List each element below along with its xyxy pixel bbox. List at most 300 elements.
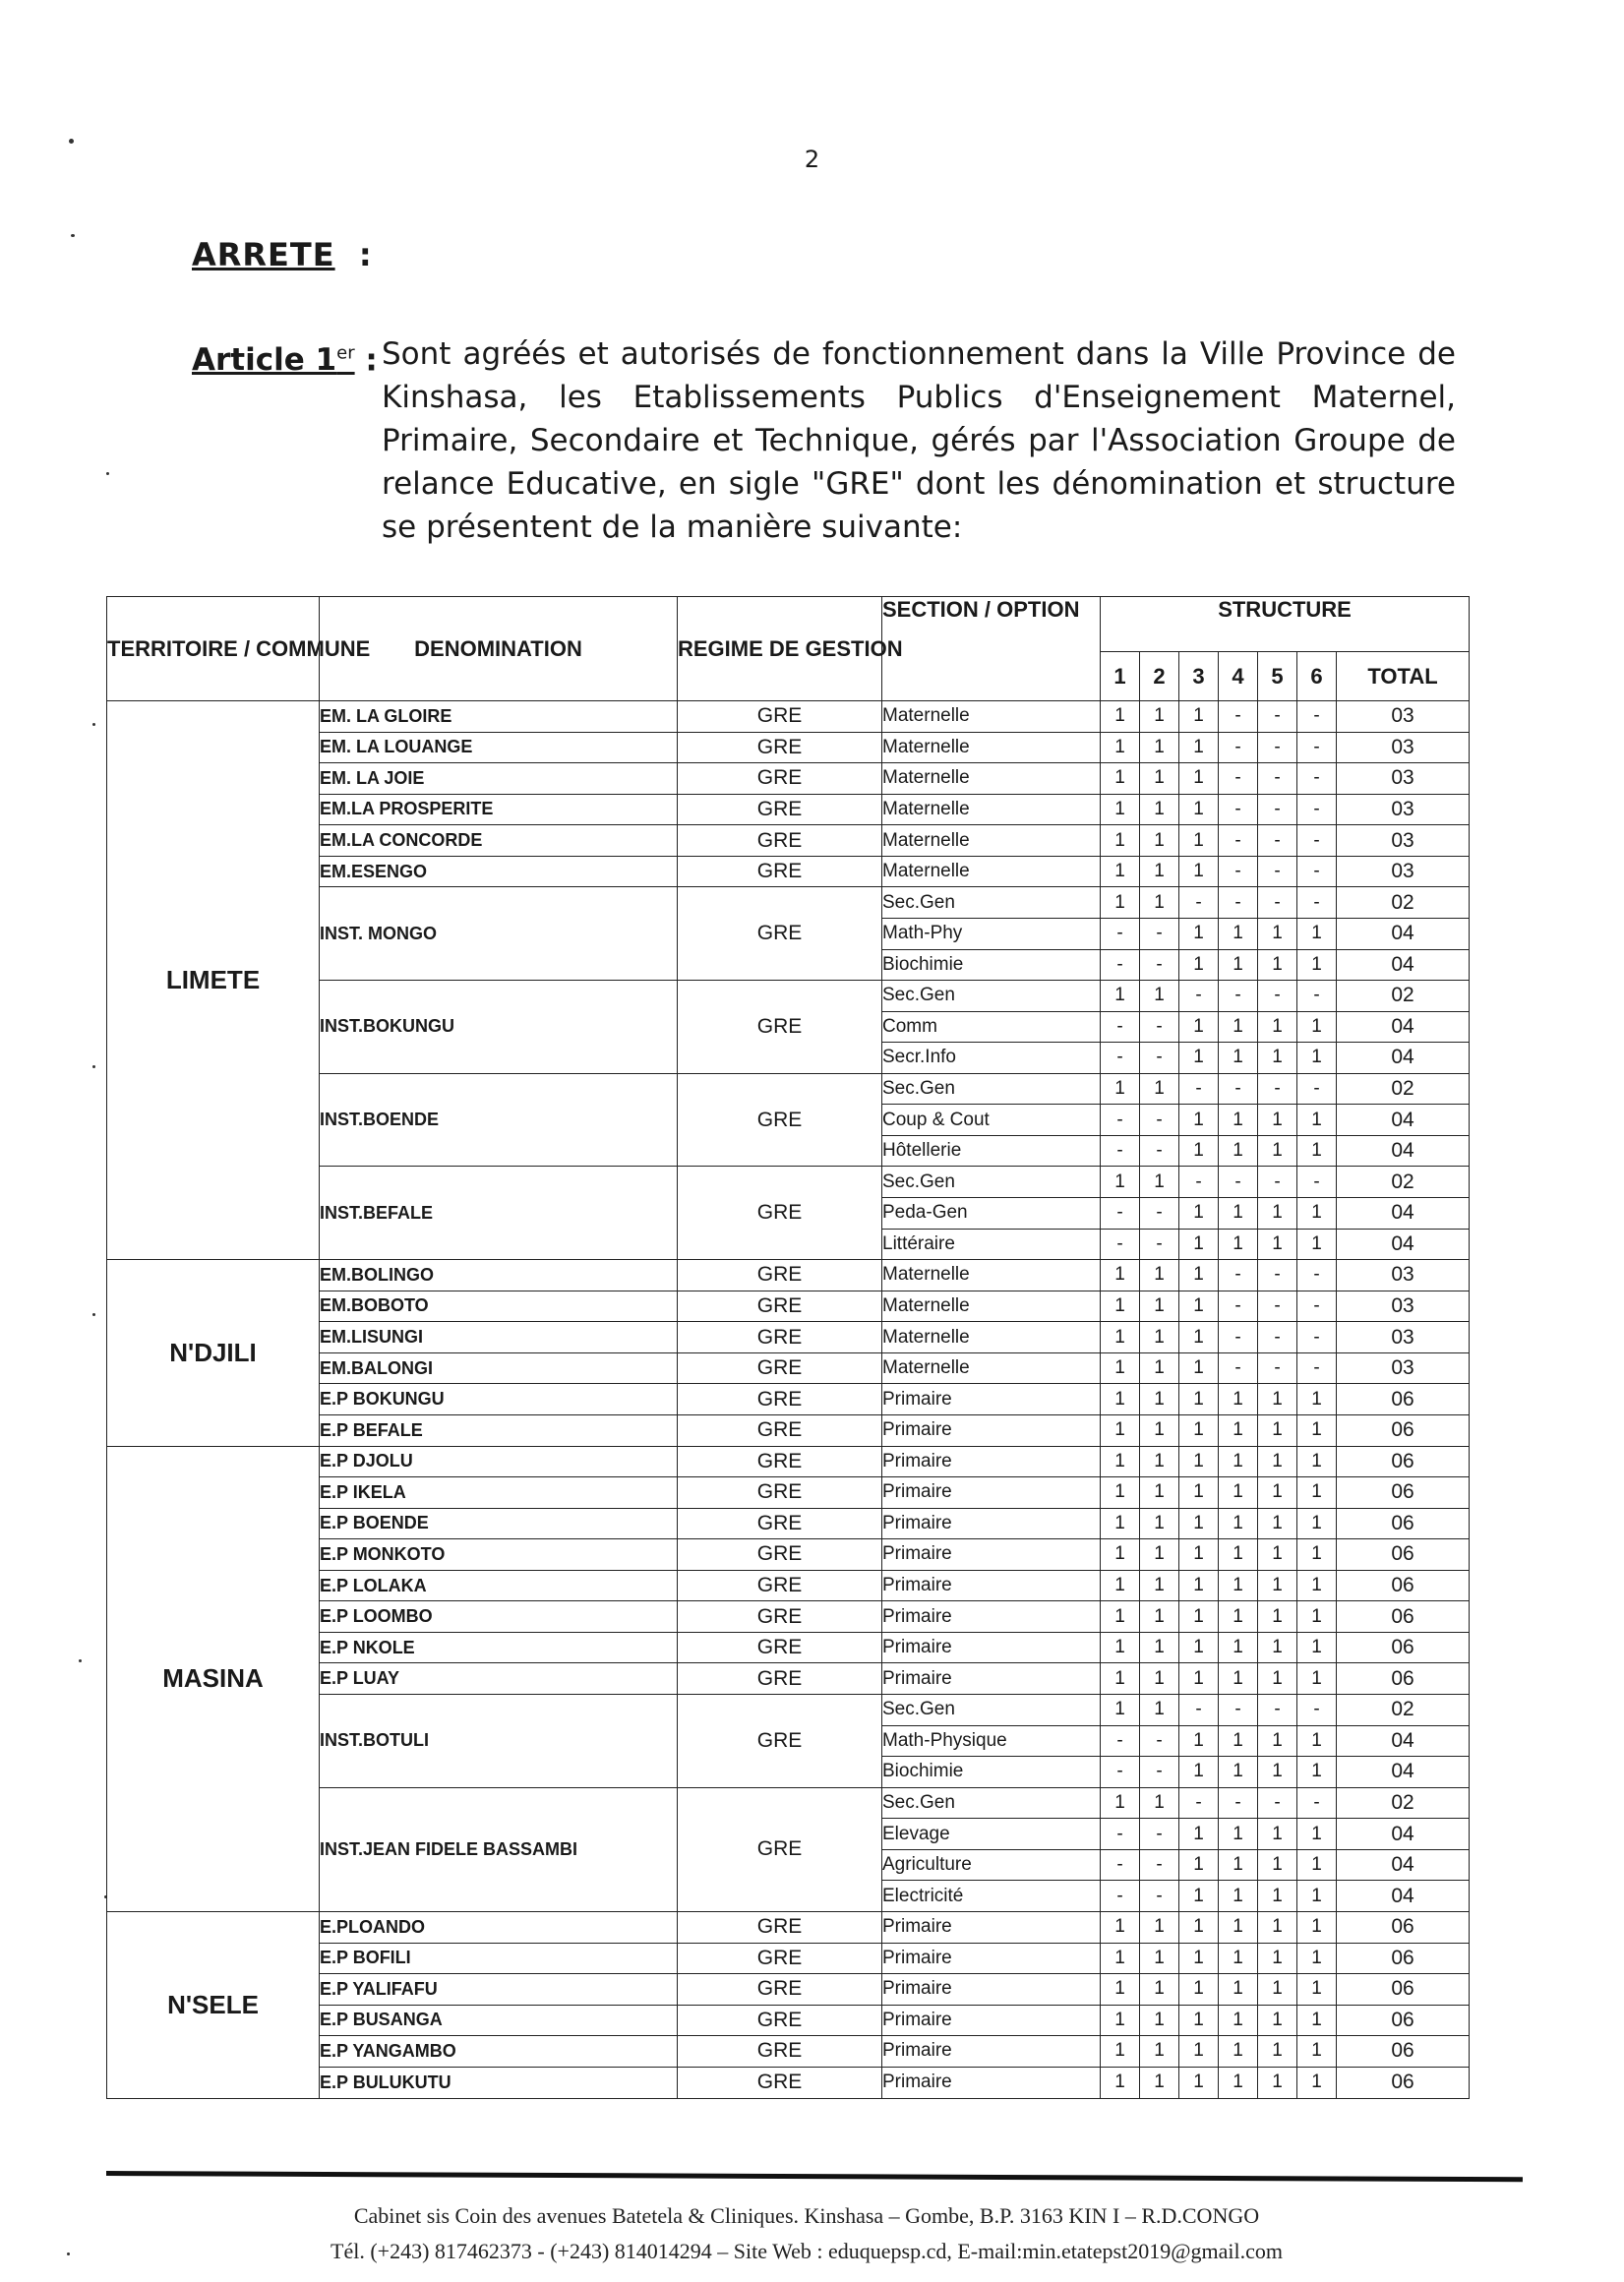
school-name: E.PLOANDO	[320, 1911, 678, 1943]
section-option: Primaire	[882, 2036, 1101, 2068]
school-regime: GRE	[678, 1974, 882, 2006]
year-1-value: 1	[1101, 794, 1140, 825]
year-4-value: 1	[1219, 1446, 1258, 1477]
section-total: 03	[1337, 1322, 1470, 1353]
year-4-value: 1	[1219, 1849, 1258, 1881]
section-option: Secr.Info	[882, 1043, 1101, 1074]
year-5-value: 1	[1258, 2067, 1297, 2098]
school-name: E.P YALIFAFU	[320, 1974, 678, 2006]
year-5-value: 1	[1258, 2036, 1297, 2068]
year-4-value: -	[1219, 1352, 1258, 1384]
header-year-6: 6	[1297, 652, 1337, 701]
school-name: E.P MONKOTO	[320, 1539, 678, 1571]
year-1-value: 1	[1101, 1260, 1140, 1291]
school-name: EM.BOBOTO	[320, 1291, 678, 1322]
table-row	[107, 1911, 1470, 1943]
year-1-value: -	[1101, 918, 1140, 949]
year-6-value: 1	[1297, 2005, 1337, 2036]
year-3-value: 1	[1179, 1105, 1219, 1136]
year-4-value: 1	[1219, 1911, 1258, 1943]
section-total: 06	[1337, 1508, 1470, 1539]
arrete-title: ARRETE	[192, 236, 335, 273]
header-year-4: 4	[1219, 652, 1258, 701]
year-4-value: 1	[1219, 1198, 1258, 1230]
year-4-value: -	[1219, 701, 1258, 733]
year-5-value: 1	[1258, 1384, 1297, 1415]
section-total: 04	[1337, 1757, 1470, 1788]
year-3-value: 1	[1179, 732, 1219, 763]
year-4-value: 1	[1219, 1570, 1258, 1601]
year-6-value: -	[1297, 856, 1337, 887]
year-2-value: 1	[1140, 794, 1179, 825]
table-row	[107, 1446, 1470, 1477]
article-label-text: Article 1	[192, 342, 337, 379]
year-5-value: 1	[1258, 1943, 1297, 1974]
section-total: 03	[1337, 825, 1470, 857]
year-6-value: 1	[1297, 1601, 1337, 1633]
school-regime: GRE	[678, 1695, 882, 1788]
section-total: 04	[1337, 1011, 1470, 1043]
year-3-value: 1	[1179, 1974, 1219, 2006]
year-2-value: 1	[1140, 1695, 1179, 1726]
year-3-value: 1	[1179, 1881, 1219, 1912]
section-total: 06	[1337, 1477, 1470, 1509]
section-option: Maternelle	[882, 794, 1101, 825]
year-4-value: -	[1219, 794, 1258, 825]
section-option: Sec.Gen	[882, 1787, 1101, 1819]
school-name: E.P LOLAKA	[320, 1570, 678, 1601]
header-territoire: TERRITOIRE / COMMUNE	[107, 597, 320, 701]
year-4-value: -	[1219, 981, 1258, 1012]
year-2-value: -	[1140, 918, 1179, 949]
scan-speck	[92, 1313, 95, 1316]
year-6-value: -	[1297, 981, 1337, 1012]
section-option: Primaire	[882, 1539, 1101, 1571]
year-2-value: 1	[1140, 732, 1179, 763]
section-option: Maternelle	[882, 1260, 1101, 1291]
section-option: Primaire	[882, 1943, 1101, 1974]
year-3-value: 1	[1179, 2067, 1219, 2098]
section-option: Maternelle	[882, 856, 1101, 887]
header-regime: REGIME DE GESTION	[678, 597, 882, 701]
year-4-value: 1	[1219, 1414, 1258, 1446]
year-4-value: 1	[1219, 2067, 1258, 2098]
section-total: 04	[1337, 1043, 1470, 1074]
year-1-value: 1	[1101, 1167, 1140, 1198]
year-2-value: 1	[1140, 1787, 1179, 1819]
year-1-value: -	[1101, 1198, 1140, 1230]
year-2-value: 1	[1140, 701, 1179, 733]
year-2-value: 1	[1140, 1943, 1179, 1974]
year-4-value: -	[1219, 1073, 1258, 1105]
section-option: Primaire	[882, 1663, 1101, 1695]
year-5-value: 1	[1258, 1539, 1297, 1571]
year-4-value: -	[1219, 1695, 1258, 1726]
section-total: 04	[1337, 1198, 1470, 1230]
year-5-value: -	[1258, 763, 1297, 795]
year-4-value: 1	[1219, 1663, 1258, 1695]
year-3-value: 1	[1179, 1446, 1219, 1477]
year-3-value: 1	[1179, 794, 1219, 825]
year-3-value: 1	[1179, 2036, 1219, 2068]
section-option: Comm	[882, 1011, 1101, 1043]
year-1-value: 1	[1101, 1632, 1140, 1663]
section-total: 02	[1337, 1787, 1470, 1819]
school-regime: GRE	[678, 1260, 882, 1291]
section-total: 04	[1337, 918, 1470, 949]
section-option: Biochimie	[882, 1757, 1101, 1788]
year-6-value: 1	[1297, 1881, 1337, 1912]
section-option: Sec.Gen	[882, 1167, 1101, 1198]
year-5-value: 1	[1258, 2005, 1297, 2036]
school-name: INST.BEFALE	[320, 1167, 678, 1260]
header-total: TOTAL	[1337, 652, 1470, 701]
year-4-value: 1	[1219, 1384, 1258, 1415]
year-5-value: 1	[1258, 1446, 1297, 1477]
year-5-value: 1	[1258, 1663, 1297, 1695]
school-regime: GRE	[678, 1508, 882, 1539]
year-4-value: -	[1219, 1787, 1258, 1819]
year-3-value: 1	[1179, 1539, 1219, 1571]
school-name: E.P BOKUNGU	[320, 1384, 678, 1415]
school-regime: GRE	[678, 1322, 882, 1353]
year-5-value: 1	[1258, 1632, 1297, 1663]
section-option: Littéraire	[882, 1229, 1101, 1260]
school-name: EM.BOLINGO	[320, 1260, 678, 1291]
scan-speck	[92, 1065, 95, 1068]
school-regime: GRE	[678, 1167, 882, 1260]
school-name: EM. LA GLOIRE	[320, 701, 678, 733]
article-text: Sont agréés et autorisés de fonctionnement dans la Ville Province de Kinshasa, les Etablissements Publics d'Enseignement Maternel, Primaire, Secondaire et Technique, gérés par l'Association Groupe de relance Educative, en sigle "GRE" dont les dénomination et structure se présentent de la manière suivante:	[382, 336, 1456, 545]
school-regime: GRE	[678, 887, 882, 981]
header-year-1: 1	[1101, 652, 1140, 701]
section-total: 02	[1337, 887, 1470, 919]
school-name: INST.BOTULI	[320, 1695, 678, 1788]
school-regime: GRE	[678, 763, 882, 795]
section-total: 04	[1337, 1819, 1470, 1850]
year-4-value: 1	[1219, 949, 1258, 981]
section-option: Hôtellerie	[882, 1135, 1101, 1167]
section-total: 02	[1337, 1695, 1470, 1726]
year-5-value: -	[1258, 1260, 1297, 1291]
year-3-value: 1	[1179, 1135, 1219, 1167]
year-2-value: -	[1140, 1819, 1179, 1850]
section-option: Primaire	[882, 2005, 1101, 2036]
year-4-value: -	[1219, 1260, 1258, 1291]
school-regime: GRE	[678, 1943, 882, 1974]
year-2-value: 1	[1140, 1352, 1179, 1384]
year-3-value: 1	[1179, 1260, 1219, 1291]
section-total: 02	[1337, 1167, 1470, 1198]
year-4-value: 1	[1219, 1508, 1258, 1539]
year-1-value: 1	[1101, 1695, 1140, 1726]
year-3-value: 1	[1179, 1414, 1219, 1446]
year-3-value: 1	[1179, 2005, 1219, 2036]
year-5-value: 1	[1258, 1229, 1297, 1260]
year-1-value: 1	[1101, 1787, 1140, 1819]
year-3-value: 1	[1179, 1819, 1219, 1850]
section-total: 06	[1337, 1943, 1470, 1974]
year-3-value: 1	[1179, 1943, 1219, 1974]
section-option: Primaire	[882, 1508, 1101, 1539]
year-6-value: 1	[1297, 1508, 1337, 1539]
year-3-value: -	[1179, 1695, 1219, 1726]
year-1-value: 1	[1101, 1508, 1140, 1539]
year-3-value: -	[1179, 1073, 1219, 1105]
year-6-value: 1	[1297, 1414, 1337, 1446]
school-name: EM.LA PROSPERITE	[320, 794, 678, 825]
year-2-value: 1	[1140, 1291, 1179, 1322]
year-3-value: -	[1179, 1167, 1219, 1198]
section-option: Primaire	[882, 1446, 1101, 1477]
scan-speck	[92, 723, 95, 726]
year-3-value: 1	[1179, 1849, 1219, 1881]
year-5-value: 1	[1258, 1198, 1297, 1230]
school-name: E.P LOOMBO	[320, 1601, 678, 1633]
year-2-value: 1	[1140, 2036, 1179, 2068]
year-3-value: 1	[1179, 1229, 1219, 1260]
year-6-value: -	[1297, 732, 1337, 763]
year-2-value: 1	[1140, 1911, 1179, 1943]
year-6-value: 1	[1297, 1011, 1337, 1043]
year-1-value: 1	[1101, 1570, 1140, 1601]
year-5-value: 1	[1258, 1881, 1297, 1912]
year-4-value: 1	[1219, 2036, 1258, 2068]
school-name: INST.BOENDE	[320, 1073, 678, 1167]
school-name: EM.LISUNGI	[320, 1322, 678, 1353]
header-structure: STRUCTURE	[1101, 597, 1470, 652]
year-5-value: 1	[1258, 1135, 1297, 1167]
year-4-value: -	[1219, 1167, 1258, 1198]
year-5-value: 1	[1258, 1508, 1297, 1539]
year-4-value: 1	[1219, 1601, 1258, 1633]
year-2-value: 1	[1140, 1073, 1179, 1105]
school-regime: GRE	[678, 1632, 882, 1663]
year-6-value: -	[1297, 1322, 1337, 1353]
year-5-value: -	[1258, 856, 1297, 887]
section-option: Math-Phy	[882, 918, 1101, 949]
school-regime: GRE	[678, 1073, 882, 1167]
section-option: Primaire	[882, 1414, 1101, 1446]
section-option: Agriculture	[882, 1849, 1101, 1881]
school-name: E.P YANGAMBO	[320, 2036, 678, 2068]
arrete-colon: :	[358, 236, 373, 273]
school-name: E.P NKOLE	[320, 1632, 678, 1663]
section-option: Primaire	[882, 1911, 1101, 1943]
section-option: Biochimie	[882, 949, 1101, 981]
table-row	[107, 1260, 1470, 1291]
school-name: EM. LA LOUANGE	[320, 732, 678, 763]
section-option: Maternelle	[882, 1322, 1101, 1353]
year-3-value: 1	[1179, 1508, 1219, 1539]
section-option: Sec.Gen	[882, 887, 1101, 919]
year-1-value: 1	[1101, 1414, 1140, 1446]
year-2-value: 1	[1140, 981, 1179, 1012]
year-5-value: -	[1258, 887, 1297, 919]
year-5-value: 1	[1258, 1911, 1297, 1943]
section-total: 04	[1337, 1725, 1470, 1757]
year-6-value: -	[1297, 1787, 1337, 1819]
year-1-value: 1	[1101, 825, 1140, 857]
year-2-value: -	[1140, 1757, 1179, 1788]
year-1-value: 1	[1101, 2036, 1140, 2068]
school-regime: GRE	[678, 732, 882, 763]
year-5-value: 1	[1258, 1725, 1297, 1757]
year-2-value: 1	[1140, 1632, 1179, 1663]
section-option: Maternelle	[882, 701, 1101, 733]
year-2-value: 1	[1140, 2005, 1179, 2036]
section-total: 06	[1337, 1601, 1470, 1633]
year-6-value: 1	[1297, 2067, 1337, 2098]
year-1-value: 1	[1101, 1352, 1140, 1384]
school-regime: GRE	[678, 825, 882, 857]
school-regime: GRE	[678, 1446, 882, 1477]
year-1-value: -	[1101, 1881, 1140, 1912]
section-option: Primaire	[882, 1477, 1101, 1509]
school-regime: GRE	[678, 2036, 882, 2068]
year-3-value: 1	[1179, 1291, 1219, 1322]
section-option: Maternelle	[882, 732, 1101, 763]
year-1-value: -	[1101, 1757, 1140, 1788]
year-3-value: 1	[1179, 1384, 1219, 1415]
year-2-value: -	[1140, 1229, 1179, 1260]
year-6-value: 1	[1297, 1974, 1337, 2006]
year-6-value: 1	[1297, 1384, 1337, 1415]
year-2-value: 1	[1140, 1539, 1179, 1571]
section-option: Sec.Gen	[882, 1073, 1101, 1105]
year-1-value: -	[1101, 949, 1140, 981]
school-name: EM.ESENGO	[320, 856, 678, 887]
scan-speck	[79, 1659, 82, 1662]
school-regime: GRE	[678, 701, 882, 733]
year-1-value: -	[1101, 1725, 1140, 1757]
year-4-value: 1	[1219, 1881, 1258, 1912]
year-1-value: 1	[1101, 701, 1140, 733]
year-3-value: -	[1179, 1787, 1219, 1819]
year-2-value: -	[1140, 1849, 1179, 1881]
year-6-value: 1	[1297, 1135, 1337, 1167]
year-5-value: 1	[1258, 1105, 1297, 1136]
year-6-value: 1	[1297, 1477, 1337, 1509]
school-regime: GRE	[678, 2067, 882, 2098]
year-6-value: -	[1297, 1352, 1337, 1384]
school-regime: GRE	[678, 856, 882, 887]
year-6-value: -	[1297, 1260, 1337, 1291]
year-5-value: 1	[1258, 1849, 1297, 1881]
section-total: 06	[1337, 1539, 1470, 1571]
footer-contact: Tél. (+243) 817462373 - (+243) 814014294 – Site Web : eduquepsp.cd, E-mail:min.etatepst2019@gmail.com	[331, 2239, 1283, 2263]
year-6-value: 1	[1297, 1911, 1337, 1943]
article-label	[192, 332, 378, 382]
section-total: 06	[1337, 1446, 1470, 1477]
year-5-value: 1	[1258, 1414, 1297, 1446]
year-6-value: 1	[1297, 1043, 1337, 1074]
year-3-value: 1	[1179, 856, 1219, 887]
year-5-value: -	[1258, 1352, 1297, 1384]
section-total: 06	[1337, 2005, 1470, 2036]
section-option: Coup & Cout	[882, 1105, 1101, 1136]
section-total: 06	[1337, 1570, 1470, 1601]
section-total: 04	[1337, 1135, 1470, 1167]
year-3-value: 1	[1179, 1352, 1219, 1384]
year-3-value: 1	[1179, 701, 1219, 733]
year-1-value: -	[1101, 1819, 1140, 1850]
year-1-value: 1	[1101, 1911, 1140, 1943]
year-3-value: 1	[1179, 949, 1219, 981]
year-6-value: 1	[1297, 1725, 1337, 1757]
section-option: Primaire	[882, 1632, 1101, 1663]
section-total: 03	[1337, 701, 1470, 733]
school-regime: GRE	[678, 1352, 882, 1384]
section-total: 06	[1337, 2067, 1470, 2098]
year-4-value: 1	[1219, 1725, 1258, 1757]
header-year-5: 5	[1258, 652, 1297, 701]
year-2-value: 1	[1140, 887, 1179, 919]
territory-name: N'SELE	[107, 1911, 320, 2098]
year-5-value: -	[1258, 1322, 1297, 1353]
year-4-value: 1	[1219, 2005, 1258, 2036]
year-6-value: 1	[1297, 1663, 1337, 1695]
year-6-value: 1	[1297, 1757, 1337, 1788]
year-5-value: 1	[1258, 918, 1297, 949]
year-3-value: 1	[1179, 918, 1219, 949]
school-name: INST.BOKUNGU	[320, 981, 678, 1074]
year-6-value: -	[1297, 1695, 1337, 1726]
school-regime: GRE	[678, 1414, 882, 1446]
year-1-value: 1	[1101, 1539, 1140, 1571]
year-3-value: -	[1179, 981, 1219, 1012]
year-5-value: -	[1258, 1073, 1297, 1105]
year-1-value: 1	[1101, 856, 1140, 887]
year-6-value: 1	[1297, 949, 1337, 981]
section-option: Math-Physique	[882, 1725, 1101, 1757]
year-6-value: 1	[1297, 1105, 1337, 1136]
year-3-value: 1	[1179, 1477, 1219, 1509]
year-5-value: -	[1258, 701, 1297, 733]
year-3-value: 1	[1179, 1725, 1219, 1757]
year-2-value: 1	[1140, 1322, 1179, 1353]
year-2-value: 1	[1140, 1974, 1179, 2006]
year-5-value: -	[1258, 1291, 1297, 1322]
year-4-value: -	[1219, 1291, 1258, 1322]
section-total: 06	[1337, 1414, 1470, 1446]
year-4-value: -	[1219, 732, 1258, 763]
year-3-value: 1	[1179, 763, 1219, 795]
section-option: Electricité	[882, 1881, 1101, 1912]
scan-speck	[69, 139, 74, 144]
year-2-value: -	[1140, 1135, 1179, 1167]
section-total: 03	[1337, 732, 1470, 763]
section-total: 06	[1337, 1663, 1470, 1695]
year-5-value: 1	[1258, 1757, 1297, 1788]
school-name: E.P BOFILI	[320, 1943, 678, 1974]
year-1-value: -	[1101, 1849, 1140, 1881]
school-regime: GRE	[678, 1570, 882, 1601]
section-option: Primaire	[882, 1974, 1101, 2006]
year-6-value: 1	[1297, 1229, 1337, 1260]
year-6-value: 1	[1297, 1632, 1337, 1663]
year-2-value: -	[1140, 1011, 1179, 1043]
year-2-value: -	[1140, 1881, 1179, 1912]
school-regime: GRE	[678, 1539, 882, 1571]
year-4-value: 1	[1219, 1632, 1258, 1663]
year-3-value: 1	[1179, 825, 1219, 857]
year-5-value: 1	[1258, 1819, 1297, 1850]
section-total: 06	[1337, 1911, 1470, 1943]
year-3-value: 1	[1179, 1011, 1219, 1043]
year-4-value: -	[1219, 825, 1258, 857]
year-2-value: 1	[1140, 2067, 1179, 2098]
